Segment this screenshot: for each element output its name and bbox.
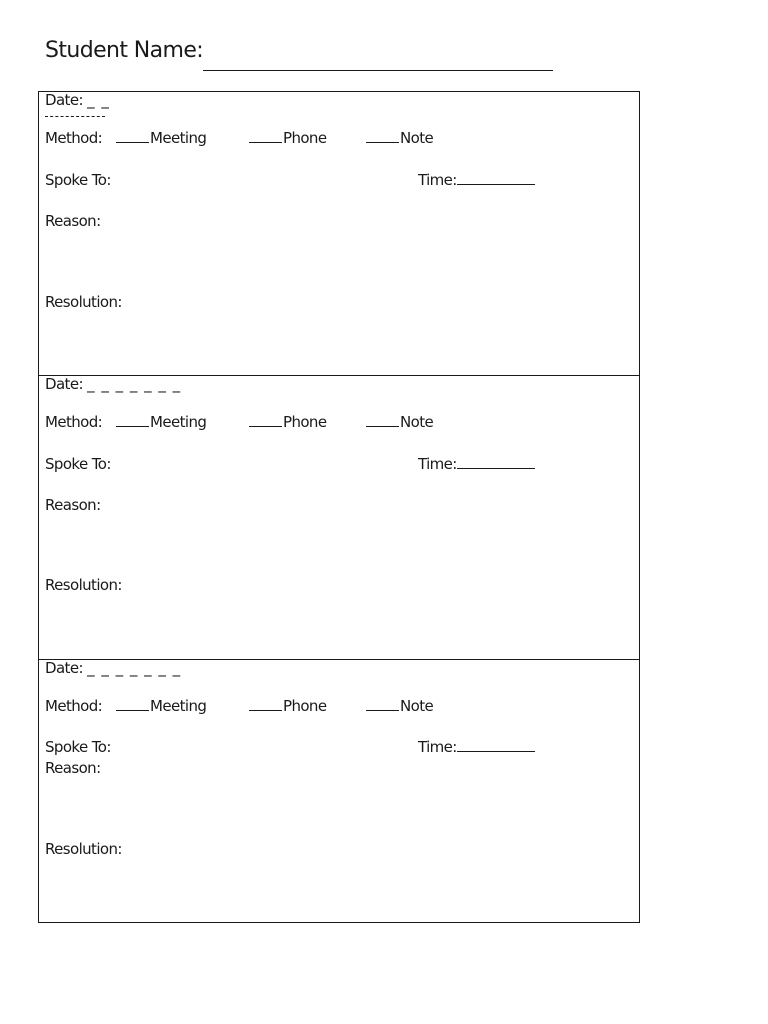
date-field[interactable]: _ _ _ _ _ _ _ bbox=[87, 659, 182, 677]
spoke-to-label: Spoke To: bbox=[45, 455, 111, 473]
method-option-note[interactable] bbox=[366, 697, 433, 715]
meeting-check-line[interactable] bbox=[116, 142, 149, 143]
time-field[interactable] bbox=[457, 751, 535, 752]
spoke-to-label: Spoke To: bbox=[45, 171, 111, 189]
meeting-check-line[interactable] bbox=[116, 710, 149, 711]
method-option-note[interactable] bbox=[366, 413, 433, 431]
meeting-label: Meeting bbox=[150, 413, 207, 431]
method-label: Method: bbox=[45, 697, 103, 715]
student-name-field[interactable] bbox=[203, 70, 553, 71]
method-option-phone[interactable] bbox=[249, 129, 326, 147]
method-option-phone[interactable] bbox=[249, 413, 326, 431]
time-label: Time: bbox=[418, 738, 457, 756]
time-label: Time: bbox=[418, 171, 457, 189]
note-check-line[interactable] bbox=[366, 426, 399, 427]
time-field[interactable] bbox=[457, 468, 535, 469]
method-row bbox=[45, 413, 102, 431]
date-field[interactable]: _ _ bbox=[87, 91, 110, 109]
note-check-line[interactable] bbox=[366, 710, 399, 711]
meeting-check-line[interactable] bbox=[116, 426, 149, 427]
phone-check-line[interactable] bbox=[249, 142, 282, 143]
method-option-meeting[interactable] bbox=[116, 129, 206, 147]
date-label: Date: bbox=[45, 91, 83, 109]
phone-label: Phone bbox=[283, 413, 327, 431]
resolution-label: Resolution: bbox=[45, 576, 122, 594]
time-row bbox=[418, 455, 536, 473]
time-field[interactable] bbox=[457, 184, 535, 185]
note-label: Note bbox=[400, 413, 434, 431]
method-option-note[interactable] bbox=[366, 129, 433, 147]
date-row bbox=[45, 91, 110, 109]
method-option-meeting[interactable] bbox=[116, 413, 206, 431]
date-label: Date: bbox=[45, 375, 83, 393]
resolution-label: Resolution: bbox=[45, 840, 122, 858]
method-row bbox=[45, 129, 102, 147]
method-option-phone[interactable] bbox=[249, 697, 326, 715]
spoke-to-label: Spoke To: bbox=[45, 738, 111, 756]
phone-label: Phone bbox=[283, 697, 327, 715]
meeting-label: Meeting bbox=[150, 697, 207, 715]
note-label: Note bbox=[400, 129, 434, 147]
date-row bbox=[45, 375, 181, 393]
meeting-label: Meeting bbox=[150, 129, 207, 147]
student-name-label: Student Name: bbox=[45, 38, 204, 63]
method-label: Method: bbox=[45, 413, 103, 431]
contact-log-block bbox=[38, 659, 640, 923]
time-row bbox=[418, 738, 536, 756]
date-row bbox=[45, 659, 181, 677]
contact-log-block bbox=[38, 375, 640, 660]
method-row bbox=[45, 697, 102, 715]
contact-log-block bbox=[38, 91, 640, 376]
phone-check-line[interactable] bbox=[249, 426, 282, 427]
date-field-extra-line bbox=[45, 116, 105, 117]
method-option-meeting[interactable] bbox=[116, 697, 206, 715]
reason-label: Reason: bbox=[45, 759, 101, 777]
reason-label: Reason: bbox=[45, 496, 101, 514]
reason-label: Reason: bbox=[45, 212, 101, 230]
time-label: Time: bbox=[418, 455, 457, 473]
method-label: Method: bbox=[45, 129, 103, 147]
phone-check-line[interactable] bbox=[249, 710, 282, 711]
note-label: Note bbox=[400, 697, 434, 715]
time-row bbox=[418, 171, 536, 189]
phone-label: Phone bbox=[283, 129, 327, 147]
date-field[interactable]: _ _ _ _ _ _ _ bbox=[87, 375, 182, 393]
note-check-line[interactable] bbox=[366, 142, 399, 143]
resolution-label: Resolution: bbox=[45, 293, 122, 311]
date-label: Date: bbox=[45, 659, 83, 677]
